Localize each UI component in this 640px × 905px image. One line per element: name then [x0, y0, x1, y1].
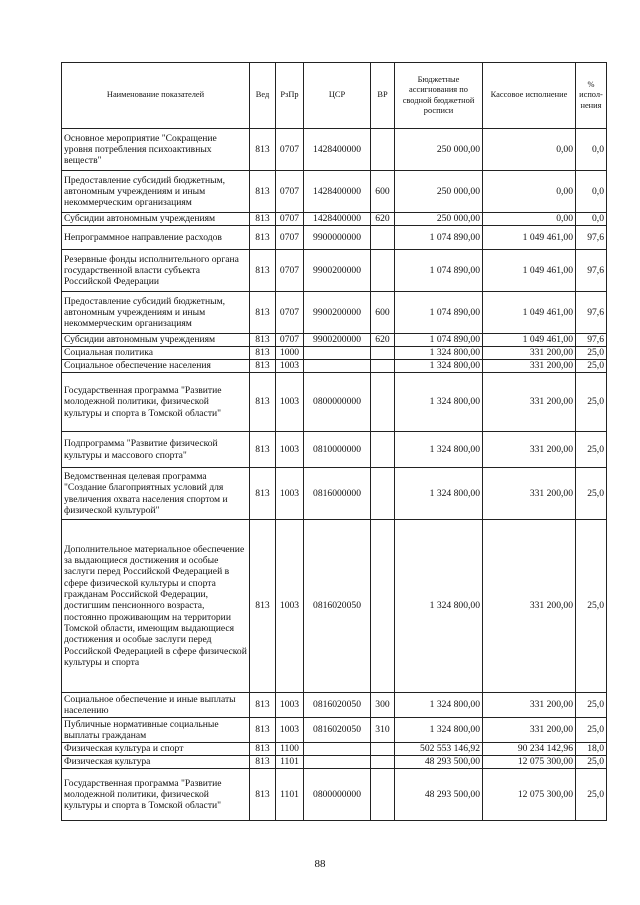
row-vr: [371, 520, 395, 693]
row-name: Предоставление субсидий бюджетным, автономным учреждениям и иным некоммерческим организациям: [62, 292, 250, 334]
row-vr: [371, 756, 395, 769]
row-cash: 331 200,00: [483, 693, 576, 718]
row-allocation: 48 293 500,00: [395, 756, 483, 769]
row-allocation: 1 324 800,00: [395, 347, 483, 360]
row-vr: 600: [371, 292, 395, 334]
row-ved: 813: [250, 769, 276, 821]
row-csr: 0800000000: [304, 373, 371, 432]
row-rzpr: 1003: [276, 468, 304, 520]
row-allocation: 250 000,00: [395, 213, 483, 226]
row-rzpr: 0707: [276, 171, 304, 213]
row-vr: [371, 226, 395, 250]
row-percent: 97,6: [576, 250, 607, 292]
row-cash: 331 200,00: [483, 347, 576, 360]
row-csr: [304, 347, 371, 360]
header-name: Наименование показателей: [62, 63, 250, 129]
row-cash: 331 200,00: [483, 360, 576, 373]
row-rzpr: 0707: [276, 250, 304, 292]
row-percent: 25,0: [576, 769, 607, 821]
row-ved: 813: [250, 693, 276, 718]
row-csr: 9900200000: [304, 334, 371, 347]
row-vr: [371, 769, 395, 821]
row-csr: 0816000000: [304, 468, 371, 520]
table-row: [62, 756, 607, 769]
row-allocation: 1 324 800,00: [395, 718, 483, 743]
row-allocation: 1 324 800,00: [395, 693, 483, 718]
row-vr: [371, 129, 395, 171]
row-name: Непрограммное направление расходов: [62, 226, 250, 250]
row-percent: 97,6: [576, 226, 607, 250]
row-name: Государственная программа "Развитие молодежной политики, физической культуры и спорта в Томской области": [62, 373, 250, 432]
row-vr: [371, 360, 395, 373]
row-percent: 0,0: [576, 171, 607, 213]
row-cash: 12 075 300,00: [483, 756, 576, 769]
row-allocation: 1 074 890,00: [395, 226, 483, 250]
row-vr: 310: [371, 718, 395, 743]
row-rzpr: 1003: [276, 360, 304, 373]
header-cash: Кассовое исполнение: [483, 63, 576, 129]
row-rzpr: 1100: [276, 743, 304, 756]
row-allocation: 250 000,00: [395, 129, 483, 171]
row-csr: 1428400000: [304, 129, 371, 171]
row-rzpr: 1101: [276, 769, 304, 821]
row-name: Ведомственная целевая программа "Создание благоприятных условий для увеличения охвата населения спортом и физической культурой": [62, 468, 250, 520]
table-row: [62, 718, 607, 743]
row-name: Социальное обеспечение и иные выплаты населению: [62, 693, 250, 718]
row-rzpr: 0707: [276, 129, 304, 171]
row-vr: [371, 743, 395, 756]
row-allocation: 1 324 800,00: [395, 520, 483, 693]
table-body: [62, 129, 607, 821]
row-allocation: 1 324 800,00: [395, 468, 483, 520]
row-ved: 813: [250, 213, 276, 226]
row-allocation: 1 074 890,00: [395, 334, 483, 347]
row-vr: [371, 373, 395, 432]
table-row: [62, 743, 607, 756]
row-csr: 0816020050: [304, 718, 371, 743]
row-rzpr: 0707: [276, 226, 304, 250]
row-cash: 1 049 461,00: [483, 334, 576, 347]
row-percent: 25,0: [576, 693, 607, 718]
table-row: [62, 292, 607, 334]
row-percent: 25,0: [576, 432, 607, 468]
row-ved: 813: [250, 756, 276, 769]
row-ved: 813: [250, 432, 276, 468]
row-percent: 97,6: [576, 334, 607, 347]
row-vr: 300: [371, 693, 395, 718]
row-name: Резервные фонды исполнительного органа государственной власти субъекта Российской Федерации: [62, 250, 250, 292]
row-name: Социальная политика: [62, 347, 250, 360]
header-vr: ВР: [371, 63, 395, 129]
row-cash: 1 049 461,00: [483, 226, 576, 250]
row-cash: 331 200,00: [483, 718, 576, 743]
row-cash: 0,00: [483, 129, 576, 171]
row-rzpr: 1000: [276, 347, 304, 360]
row-rzpr: 1003: [276, 520, 304, 693]
table-row: [62, 373, 607, 432]
row-allocation: 1 324 800,00: [395, 360, 483, 373]
row-vr: [371, 347, 395, 360]
row-csr: 9900200000: [304, 250, 371, 292]
row-cash: 1 049 461,00: [483, 292, 576, 334]
row-percent: 25,0: [576, 360, 607, 373]
row-csr: [304, 360, 371, 373]
table-row: [62, 334, 607, 347]
header-csr: ЦСР: [304, 63, 371, 129]
row-allocation: 1 074 890,00: [395, 292, 483, 334]
header-ved: Вед: [250, 63, 276, 129]
row-ved: 813: [250, 334, 276, 347]
row-ved: 813: [250, 360, 276, 373]
row-allocation: 1 324 800,00: [395, 373, 483, 432]
row-allocation: 1 074 890,00: [395, 250, 483, 292]
row-percent: 25,0: [576, 468, 607, 520]
row-percent: 0,0: [576, 129, 607, 171]
header-rzpr: РзПр: [276, 63, 304, 129]
row-ved: 813: [250, 292, 276, 334]
row-ved: 813: [250, 226, 276, 250]
header-percent: % испол-нения: [576, 63, 607, 129]
row-allocation: 250 000,00: [395, 171, 483, 213]
row-percent: 18,0: [576, 743, 607, 756]
row-vr: [371, 468, 395, 520]
row-name: Основное мероприятие "Сокращение уровня потребления психоактивных веществ": [62, 129, 250, 171]
table-row: [62, 250, 607, 292]
row-csr: [304, 743, 371, 756]
row-cash: 331 200,00: [483, 373, 576, 432]
table-row: [62, 520, 607, 693]
row-ved: 813: [250, 718, 276, 743]
row-percent: 0,0: [576, 213, 607, 226]
row-cash: 0,00: [483, 171, 576, 213]
row-cash: 331 200,00: [483, 520, 576, 693]
row-name: Субсидии автономным учреждениям: [62, 334, 250, 347]
row-percent: 25,0: [576, 520, 607, 693]
table-row: [62, 769, 607, 821]
row-cash: 331 200,00: [483, 432, 576, 468]
row-percent: 97,6: [576, 292, 607, 334]
table-row: [62, 693, 607, 718]
row-cash: 90 234 142,96: [483, 743, 576, 756]
table-row: [62, 468, 607, 520]
page-number: 88: [314, 858, 326, 870]
row-cash: 331 200,00: [483, 468, 576, 520]
row-rzpr: 0707: [276, 213, 304, 226]
row-cash: 1 049 461,00: [483, 250, 576, 292]
row-percent: 25,0: [576, 756, 607, 769]
row-csr: 9900200000: [304, 292, 371, 334]
row-rzpr: 1003: [276, 373, 304, 432]
table-row: [62, 347, 607, 360]
row-name: Предоставление субсидий бюджетным, автономным учреждениям и иным некоммерческим организациям: [62, 171, 250, 213]
row-name: Публичные нормативные социальные выплаты гражданам: [62, 718, 250, 743]
table-row: [62, 226, 607, 250]
row-allocation: 502 553 146,92: [395, 743, 483, 756]
row-csr: 9900000000: [304, 226, 371, 250]
row-vr: 620: [371, 334, 395, 347]
table-row: [62, 213, 607, 226]
row-percent: 25,0: [576, 718, 607, 743]
row-name: Государственная программа "Развитие молодежной политики, физической культуры и спорта в Томской области": [62, 769, 250, 821]
row-name: Субсидии автономным учреждениям: [62, 213, 250, 226]
row-csr: 1428400000: [304, 171, 371, 213]
row-vr: 620: [371, 213, 395, 226]
row-csr: [304, 756, 371, 769]
row-csr: 0810000000: [304, 432, 371, 468]
header-allocations: Бюджетные ассигнования по сводной бюджетной росписи: [395, 63, 483, 129]
row-csr: 1428400000: [304, 213, 371, 226]
row-name: Физическая культура: [62, 756, 250, 769]
row-rzpr: 1101: [276, 756, 304, 769]
row-vr: [371, 432, 395, 468]
row-rzpr: 0707: [276, 334, 304, 347]
row-cash: 12 075 300,00: [483, 769, 576, 821]
row-name: Дополнительное материальное обеспечение за выдающиеся достижения и особые заслуги перед Российской Федерацией в сфере физической культуры и спорта гражданам Российской Федерации, достигшим пенсионного возраста, постоянно проживающим на территории Томской области, имеющим выдающиеся достижения и особые заслуги перед Российской Федерацией в сфере физической культуры и спорта: [62, 520, 250, 693]
table-row: [62, 171, 607, 213]
table-row: [62, 432, 607, 468]
row-csr: 0800000000: [304, 769, 371, 821]
row-cash: 0,00: [483, 213, 576, 226]
row-allocation: 48 293 500,00: [395, 769, 483, 821]
row-ved: 813: [250, 468, 276, 520]
row-ved: 813: [250, 347, 276, 360]
row-name: Подпрограмма "Развитие физической культуры и массового спорта": [62, 432, 250, 468]
row-ved: 813: [250, 743, 276, 756]
table-header-row: [62, 63, 607, 129]
row-name: Физическая культура и спорт: [62, 743, 250, 756]
row-name: Социальное обеспечение населения: [62, 360, 250, 373]
row-rzpr: 1003: [276, 693, 304, 718]
row-percent: 25,0: [576, 347, 607, 360]
row-vr: 600: [371, 171, 395, 213]
row-ved: 813: [250, 373, 276, 432]
row-rzpr: 1003: [276, 718, 304, 743]
row-vr: [371, 250, 395, 292]
row-rzpr: 0707: [276, 292, 304, 334]
row-ved: 813: [250, 129, 276, 171]
row-rzpr: 1003: [276, 432, 304, 468]
table-row: [62, 360, 607, 373]
row-csr: 0816020050: [304, 693, 371, 718]
table-row: [62, 129, 607, 171]
budget-execution-table: [61, 62, 607, 821]
row-ved: 813: [250, 171, 276, 213]
row-csr: 0816020050: [304, 520, 371, 693]
row-allocation: 1 324 800,00: [395, 432, 483, 468]
row-ved: 813: [250, 250, 276, 292]
row-percent: 25,0: [576, 373, 607, 432]
row-ved: 813: [250, 520, 276, 693]
